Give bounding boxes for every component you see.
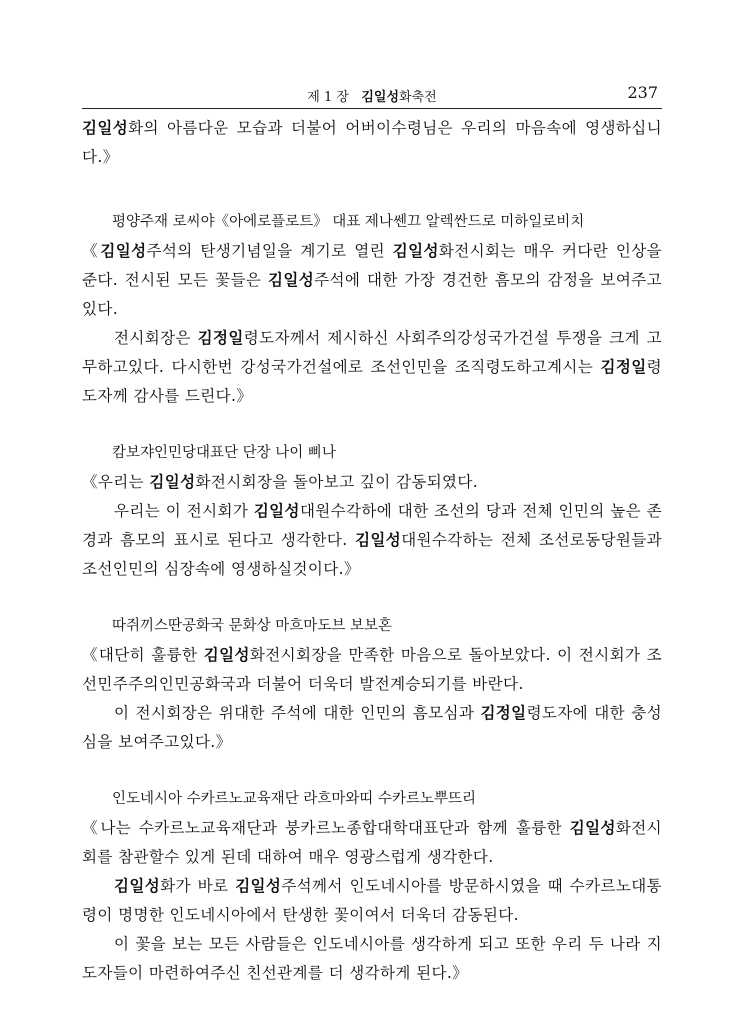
running-header — [82, 82, 662, 109]
body-paragraph: 《우리는 김일성화전시회장을 돌아보고 깊이 감동되였다. — [82, 473, 479, 491]
body-paragraph: 우리는 이 전시회가 김일성대원수각하에 대한 조선의 당과 전체 인민의 높은 존경과 흠모의 표시로 된다고 생각한다. 김일성대원수각하는 전체 조선로동당원들과 조선인민의 심장속에 영생하실것이다.》 — [82, 502, 663, 578]
speaker-heading: 따쥐끼스딴공화국 문화상 마흐마도브 보보혼 — [112, 618, 392, 634]
header-title-bold: 김일성 — [361, 90, 400, 105]
speaker-heading: 평양주재 로씨야《아에로플로트》 대표 제나쎈끄 알렉싼드로 미하일로비치 — [112, 214, 585, 230]
header-title-rest: 화축전 — [399, 90, 437, 105]
speaker-heading: 인도네시아 수카르노교육재단 라흐마와띠 수카르노뿌뜨리 — [112, 791, 477, 807]
body-paragraph: 《대단히 훌륭한 김일성화전시회장을 만족한 마음으로 돌아보았다. 이 전시회가 조선민주주의인민공화국과 더불어 더욱더 발전계승되기를 바란다. — [82, 646, 663, 693]
body-paragraph: 이 꽃을 보는 모든 사람들은 인도네시아를 생각하게 되고 또한 우리 두 나라 지도자들이 마련하여주신 친선관계를 더 생각하게 된다.》 — [82, 935, 662, 982]
body-paragraph: 이 전시회장은 위대한 주석에 대한 인민의 흠모심과 김정일령도자에 대한 충성심을 보여주고있다.》 — [82, 704, 663, 751]
body-paragraph: 《김일성주석의 탄생기념일을 계기로 열린 김일성화전시회는 매우 커다란 인상을 준다. 전시된 모든 꽃들은 김일성주석에 대한 가장 경건한 흠모의 감정을 보여주고있다. — [82, 242, 662, 318]
page-body — [82, 114, 662, 988]
page-number: 237 — [627, 83, 658, 102]
header-title — [82, 86, 662, 105]
intro-paragraph: 김일성화의 아름다운 모습과 더불어 어버이수령님은 우리의 마음속에 영생하십니다.》 — [82, 119, 662, 166]
header-chapter: 제 1 장 — [307, 90, 349, 105]
speaker-heading: 캄보쟈인민당대표단 단장 나이 삐나 — [112, 445, 336, 461]
body-paragraph: 김일성화가 바로 김일성주석께서 인도네시아를 방문하시였을 때 수카르노대통령이 명명한 인도네시아에서 탄생한 꽃이여서 더욱더 감동된다. — [82, 877, 663, 924]
body-paragraph: 《나는 수카르노교육재단과 붕카르노종합대학대표단과 함께 훌륭한 김일성화전시회를 참관할수 있게 된데 대하여 매우 영광스럽게 생각한다. — [82, 819, 662, 866]
body-paragraph: 전시회장은 김정일령도자께서 제시하신 사회주의강성국가건설 투쟁을 크게 고무하고있다. 다시한번 강성국가건설에로 조선인민을 조직령도하고계시는 김정일령도자께 감사를 드린다.》 — [82, 329, 662, 405]
